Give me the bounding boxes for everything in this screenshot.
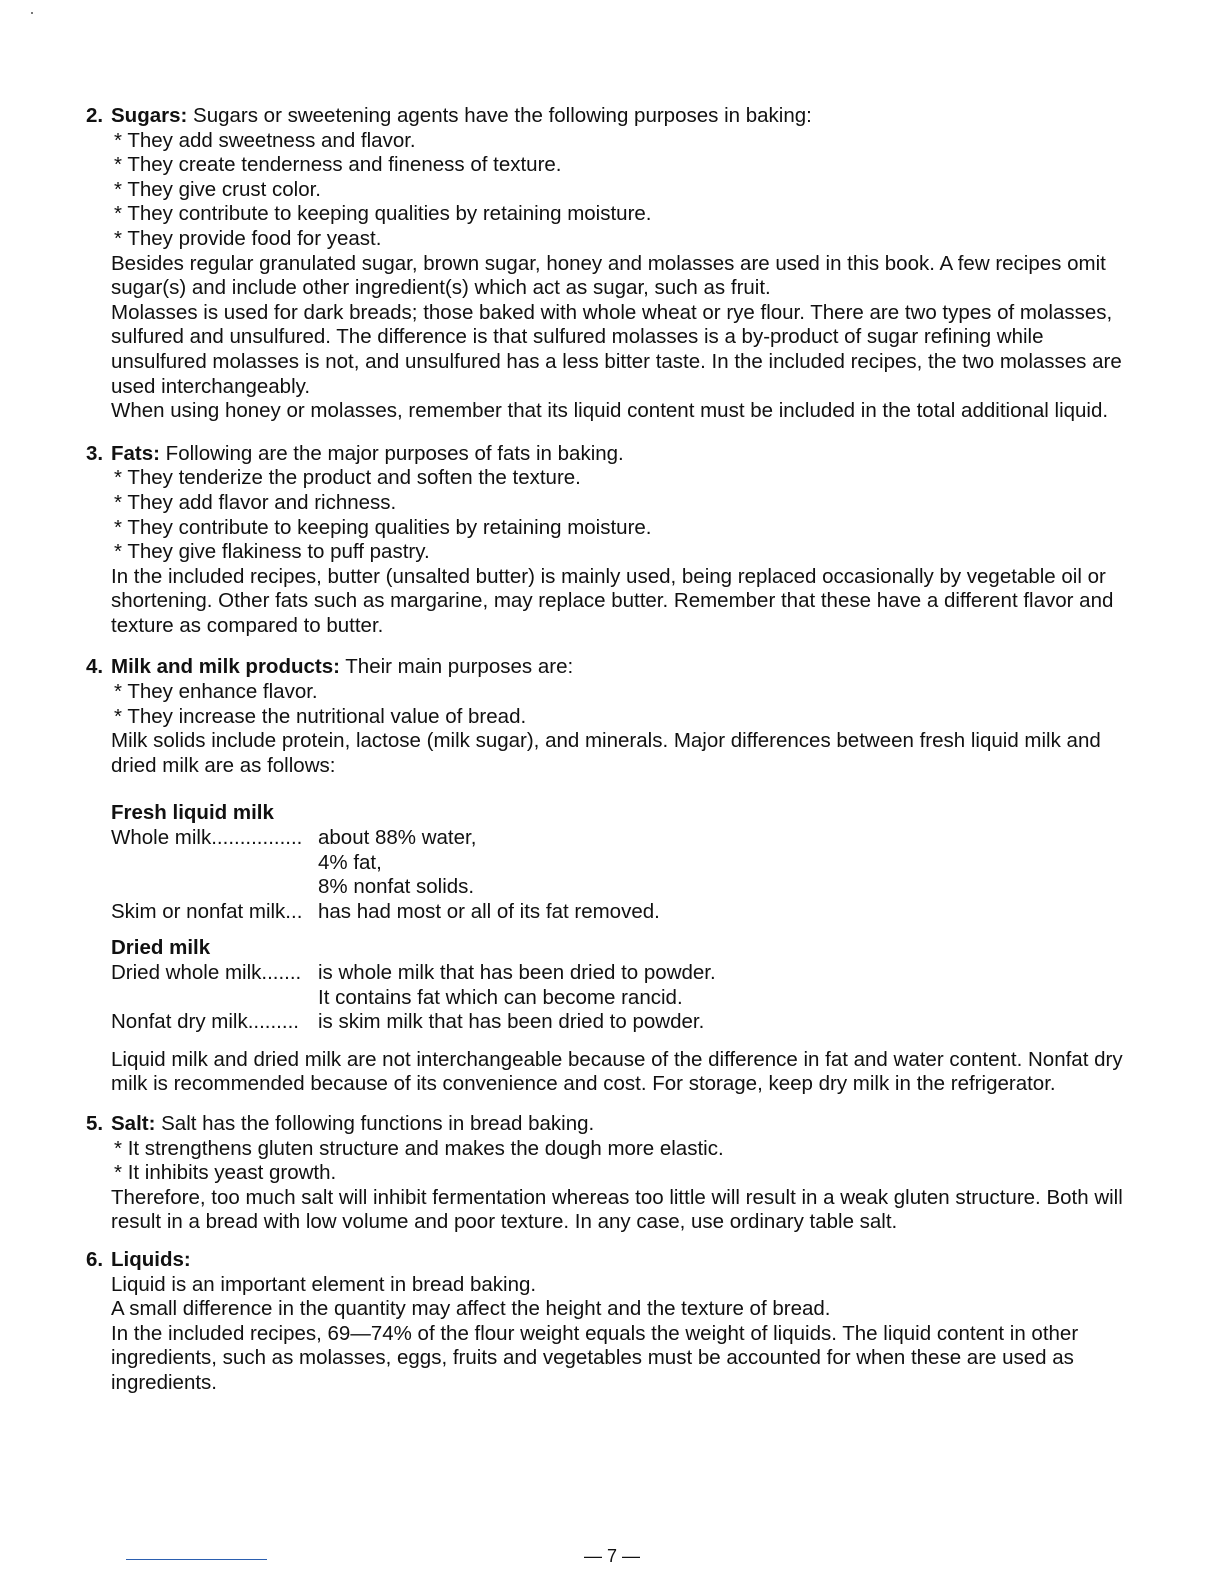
milk-definition	[318, 826, 1136, 900]
milk-definition	[318, 900, 1136, 925]
bullet-list	[111, 129, 1136, 252]
section-heading-line	[111, 1248, 1136, 1273]
definition-line: It contains fat which can become rancid.	[318, 985, 683, 1009]
section-liquids	[86, 1248, 1136, 1396]
section-intro: Salt has the following functions in bread baking.	[155, 1111, 595, 1135]
paragraph: A small difference in the quantity may affect the height and the texture of bread.	[111, 1297, 831, 1321]
bullet-item: * They give flakiness to puff pastry.	[111, 540, 1136, 565]
section-heading-line	[111, 655, 1136, 680]
bullet-item: * They add flavor and richness.	[111, 491, 1136, 516]
fresh-milk-heading: Fresh liquid milk	[111, 801, 274, 825]
bullet-item: * It inhibits yeast growth.	[111, 1161, 1136, 1186]
section-fats	[86, 442, 1136, 639]
section-intro: Following are the major purposes of fats in baking.	[159, 441, 624, 465]
milk-definition	[318, 1010, 1136, 1035]
section-sugars	[86, 104, 1136, 424]
bullet-list	[111, 680, 1136, 729]
bullet-list	[111, 1137, 1136, 1186]
section-number: 6.	[86, 1247, 104, 1271]
milk-term: Whole milk................	[111, 826, 303, 850]
paragraph: Liquid milk and dried milk are not interchangeable because of the difference in fat and water content. Nonfat dry milk is recommended because of its convenience and cost. For storage, keep dry milk in the refrigerator.	[111, 1047, 1123, 1096]
paragraph: Milk solids include protein, lactose (milk sugar), and minerals. Major differences between fresh liquid milk and dried milk are as follows:	[111, 729, 1101, 777]
document-body	[86, 104, 1136, 1396]
definition-line: is skim milk that has been dried to powder.	[318, 1010, 705, 1034]
bullet-item: * They add sweetness and flavor.	[111, 129, 1136, 154]
bullet-item: * They give crust color.	[111, 178, 1136, 203]
footer-rule	[126, 1559, 267, 1560]
definition-line: 4% fat,	[318, 850, 382, 874]
paragraph: Besides regular granulated sugar, brown sugar, honey and molasses are used in this book. A few recipes omit sugar(s) and include other ingredient(s) which act as sugar, such as fruit.	[111, 251, 1106, 300]
milk-definition-row	[111, 1010, 1136, 1035]
definition-line: is whole milk that has been dried to powder.	[318, 961, 716, 984]
section-number: 4.	[86, 655, 104, 679]
bullet-item: * They increase the nutritional value of bread.	[111, 705, 1136, 730]
section-number: 5.	[86, 1111, 104, 1135]
section-salt	[86, 1112, 1136, 1235]
section-heading-line	[111, 104, 1136, 129]
milk-definition-row	[111, 961, 1136, 1010]
section-heading-line	[111, 442, 1136, 467]
bullet-item: * They contribute to keeping qualities by retaining moisture.	[111, 202, 1136, 227]
milk-definition-row	[111, 900, 1136, 925]
paragraph: Liquid is an important element in bread baking.	[111, 1272, 537, 1296]
milk-term: Skim or nonfat milk...	[111, 899, 303, 923]
section-number: 2.	[86, 104, 104, 127]
bullet-item: * They contribute to keeping qualities by retaining moisture.	[111, 516, 1136, 541]
paragraph: When using honey or molasses, remember that its liquid content must be included in the total additional liquid.	[111, 399, 1109, 423]
page-number: — 7 —	[583, 1546, 640, 1566]
paragraph: In the included recipes, 69—74% of the flour weight equals the weight of liquids. The liquid content in other ingredients, such as molasses, eggs, fruits and vegetables must be accounted for when these are used as ingredients.	[111, 1321, 1079, 1394]
section-title: Milk and milk products:	[111, 655, 340, 679]
bullet-item: * They create tenderness and fineness of texture.	[111, 153, 1136, 178]
bullet-item: * They provide food for yeast.	[111, 227, 1136, 252]
paragraph: Molasses is used for dark breads; those baked with whole wheat or rye flour. There are two types of molasses, sulfured and unsulfured. The difference is that sulfured molasses is a by-product of sugar refining while unsulfured molasses is not, and unsulfured has a less bitter taste. In the included recipes, the two molasses are used interchangeably.	[111, 300, 1122, 398]
dried-milk-block	[111, 936, 1136, 1034]
bullet-list	[111, 466, 1136, 564]
section-heading-line	[111, 1112, 1136, 1137]
bullet-item: * They tenderize the product and soften the texture.	[111, 466, 1136, 491]
milk-definition	[318, 961, 1136, 1010]
milk-term: Nonfat dry milk.........	[111, 1010, 299, 1034]
section-intro: Sugars or sweetening agents have the following purposes in baking:	[187, 104, 812, 127]
definition-line: 8% nonfat solids.	[318, 875, 475, 899]
section-milk	[86, 655, 1136, 1097]
section-title: Salt:	[111, 1111, 156, 1135]
section-intro: Their main purposes are:	[339, 655, 574, 679]
scan-mark	[31, 12, 33, 14]
section-title: Fats:	[111, 441, 160, 465]
milk-term: Dried whole milk.......	[111, 961, 302, 984]
milk-definition-row	[111, 826, 1136, 900]
bullet-item: * They enhance flavor.	[111, 680, 1136, 705]
paragraph: In the included recipes, butter (unsalted butter) is mainly used, being replaced occasionally by vegetable oil or shortening. Other fats such as margarine, may replace butter. Remember that these have a different flavor and texture as compared to butter.	[111, 564, 1114, 637]
definition-line: has had most or all of its fat removed.	[318, 899, 660, 923]
section-title: Sugars:	[111, 104, 188, 127]
section-number: 3.	[86, 441, 104, 465]
paragraph: Therefore, too much salt will inhibit fermentation whereas too little will result in a weak gluten structure. Both will result in a bread with low volume and poor texture. In any case, use ordinary table salt.	[111, 1185, 1123, 1234]
dried-milk-heading: Dried milk	[111, 936, 211, 960]
section-title: Liquids:	[111, 1247, 191, 1271]
bullet-item: * It strengthens gluten structure and makes the dough more elastic.	[111, 1137, 1136, 1162]
definition-line: about 88% water,	[318, 826, 477, 850]
